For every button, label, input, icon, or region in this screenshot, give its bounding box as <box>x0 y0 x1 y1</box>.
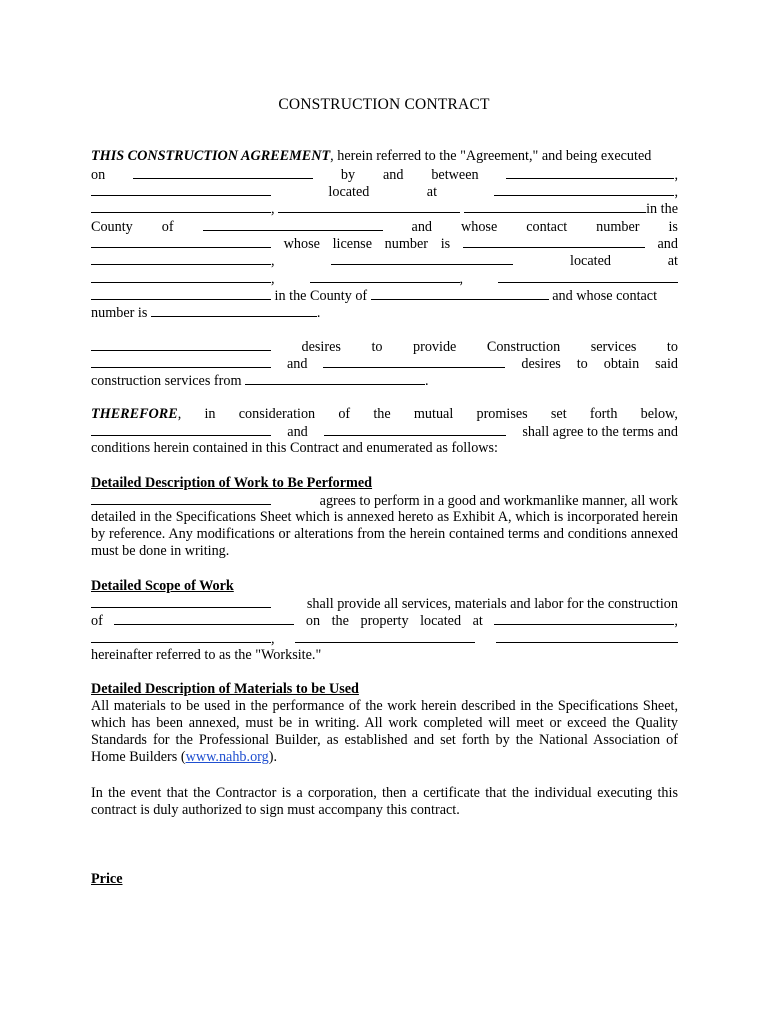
work-party-blank[interactable] <box>91 492 271 505</box>
phrase-services-from: construction services from <box>91 373 242 389</box>
word-obtain: obtain <box>603 356 640 372</box>
word-and-3: and <box>657 236 678 252</box>
provider-line-3 <box>91 372 678 389</box>
materials-body <box>91 698 678 766</box>
word-desires-2: desires <box>521 356 561 372</box>
city-blank[interactable] <box>91 200 271 213</box>
work-line-1 <box>91 492 678 509</box>
intro-line-4 <box>91 200 678 217</box>
therefore-line-1 <box>91 406 678 423</box>
comma: , <box>271 271 275 287</box>
word-of: of <box>161 219 174 235</box>
services-from-blank[interactable] <box>245 372 425 385</box>
word: of <box>338 406 351 422</box>
nahb-link[interactable]: www.nahb.org <box>185 749 269 765</box>
word-whose: whose <box>460 219 498 235</box>
word-of-2: of <box>91 613 103 629</box>
scope-first-text: shall provide all services, materials and labor for the construction <box>306 596 678 612</box>
word-services: services <box>590 339 637 355</box>
therefore-line-3: conditions herein contained in this Contract and enumerated as follows: <box>91 440 498 456</box>
comma: , <box>674 613 678 629</box>
materials-text: All materials to be used in the performance of the work herein described in the Specifications Sheet, which has been annexed, must be in writing. All work completed will meet or exceed the Quality Standards for the Professional Builder, as established and set forth by the National Association of Home Builders ( <box>91 698 678 765</box>
service-blank[interactable] <box>91 355 271 368</box>
word-at-3: at <box>472 613 483 629</box>
period: . <box>316 305 321 321</box>
word-between: between <box>431 167 479 183</box>
worksite-address-blank[interactable] <box>494 612 674 625</box>
intro-line-5 <box>91 218 678 235</box>
price-heading: Price <box>91 871 123 887</box>
work-heading: Detailed Description of Work to Be Performed <box>91 475 373 491</box>
word-located: located <box>328 184 370 200</box>
party-two-name-blank[interactable] <box>331 252 513 265</box>
materials-heading: Detailed Description of Materials to be Used <box>91 681 359 697</box>
comma: , <box>271 253 275 269</box>
party-two-county-blank[interactable] <box>371 287 549 300</box>
intro-text: , herein referred to the "Agreement," and being executed <box>330 148 652 164</box>
party-two-zip-blank[interactable] <box>91 287 271 300</box>
party-one-address-blank[interactable] <box>494 183 674 196</box>
word-on: on <box>91 167 106 183</box>
scope-line-4: hereinafter referred to as the "Worksite." <box>91 647 322 663</box>
party-one-blank[interactable] <box>506 166 674 179</box>
scope-line-2 <box>91 612 678 629</box>
party-two-blank[interactable] <box>91 252 271 265</box>
comma: , <box>674 167 678 183</box>
word-number-2: number <box>384 236 429 252</box>
contact-number-blank[interactable] <box>91 235 271 248</box>
phrase-number-is: number is <box>91 305 148 321</box>
date-blank[interactable] <box>133 166 313 179</box>
comma: , <box>674 184 678 200</box>
intro-line-10 <box>91 304 678 321</box>
word-desires: desires <box>301 339 341 355</box>
worksite-city-blank[interactable] <box>91 630 271 643</box>
word-and-5: and <box>287 424 308 440</box>
provider-line-2 <box>91 355 678 372</box>
word-to-3: to <box>576 356 588 372</box>
comma: , <box>459 271 464 287</box>
scope-heading: Detailed Scope of Work <box>91 578 234 594</box>
period: . <box>425 373 429 389</box>
document-title: CONSTRUCTION CONTRACT <box>278 96 490 113</box>
word: below, <box>640 406 678 422</box>
worksite-state-blank[interactable] <box>295 630 475 643</box>
worksite-zip-blank[interactable] <box>496 630 678 643</box>
comma: , <box>271 201 275 217</box>
agreement-lead: THIS CONSTRUCTION AGREEMENT <box>91 148 331 164</box>
scope-party-blank[interactable] <box>91 595 271 608</box>
party-two-state-blank[interactable] <box>498 270 678 283</box>
corporation-paragraph: In the event that the Contractor is a corporation, then a certificate that the individual executing this contract is duly authorized to sign must accompany this contract. <box>91 785 678 818</box>
word-whose-2: whose <box>283 236 320 252</box>
word-property: property <box>360 613 409 629</box>
scope-line-3 <box>91 630 678 647</box>
word-the: the <box>331 613 349 629</box>
intro-line-3 <box>91 183 678 200</box>
word-located-2: located <box>570 253 611 269</box>
word-to: to <box>371 339 383 355</box>
word-in-the: in the <box>646 201 678 217</box>
word-and-4: and <box>286 356 308 372</box>
intro-line-7 <box>91 252 678 269</box>
word-and: and <box>382 167 404 183</box>
word: forth <box>589 406 618 422</box>
provider-line-1 <box>91 338 678 355</box>
phrase-and-whose-contact: and whose contact <box>552 288 658 304</box>
word-license: license <box>332 236 372 252</box>
word-provide: provide <box>413 339 457 355</box>
county-blank[interactable] <box>203 218 383 231</box>
word: the <box>373 406 391 422</box>
project-blank[interactable] <box>114 612 294 625</box>
word: set <box>550 406 567 422</box>
word-is: is <box>668 219 678 235</box>
therefore-party-two-blank[interactable] <box>324 423 506 436</box>
word-on-2: on <box>305 613 321 629</box>
work-first-text: agrees to perform in a good and workmanlike manner, all work <box>319 493 678 509</box>
intro-line-6 <box>91 235 678 252</box>
word-construction: Construction <box>486 339 561 355</box>
party-two-contact-blank[interactable] <box>151 304 317 317</box>
word: mutual <box>413 406 454 422</box>
license-number-blank[interactable] <box>463 235 645 248</box>
word-said: said <box>655 356 678 372</box>
therefore-lead: THEREFORE <box>91 406 178 422</box>
word-located-3: located <box>420 613 462 629</box>
word-is-2: is <box>440 236 451 252</box>
word: consideration <box>238 406 316 422</box>
word: promises <box>476 406 528 422</box>
intro-line-2 <box>91 166 678 183</box>
intro-line-1 <box>91 148 678 165</box>
intro-line-8 <box>91 270 678 287</box>
state-blank[interactable] <box>278 200 460 213</box>
phrase-shall-agree: shall agree to the terms and <box>522 424 678 440</box>
word-at: at <box>426 184 438 200</box>
scope-line-1 <box>91 595 678 612</box>
word: in <box>204 406 216 422</box>
word-number: number <box>596 219 640 235</box>
work-body: detailed in the Specifications Sheet which is annexed hereto as Exhibit A, which is incorporated herein by reference. Any modifications or alterations from the herein contained terms and conditions annexed must be done in writing. <box>91 509 678 559</box>
contractor-blank[interactable] <box>91 338 271 351</box>
comma: , <box>271 631 275 647</box>
materials-end: ). <box>268 749 278 765</box>
intro-line-9 <box>91 287 678 304</box>
word-by: by <box>340 167 356 183</box>
word-at-2: at <box>667 253 678 269</box>
word-and-2: and <box>411 219 433 235</box>
word-contact: contact <box>526 219 568 235</box>
therefore-line-2 <box>91 423 678 440</box>
therefore-party-one-blank[interactable] <box>91 423 271 436</box>
comma: , <box>177 406 182 422</box>
zip-blank[interactable] <box>464 200 646 213</box>
party-two-city-blank[interactable] <box>310 270 460 283</box>
party-one-name-blank[interactable] <box>91 183 271 196</box>
owner-blank[interactable] <box>323 355 505 368</box>
party-two-address-blank[interactable] <box>91 270 271 283</box>
word-to-2: to <box>666 339 678 355</box>
word-county: County <box>91 219 133 235</box>
phrase-in-the-county-of: in the County of <box>274 288 368 304</box>
